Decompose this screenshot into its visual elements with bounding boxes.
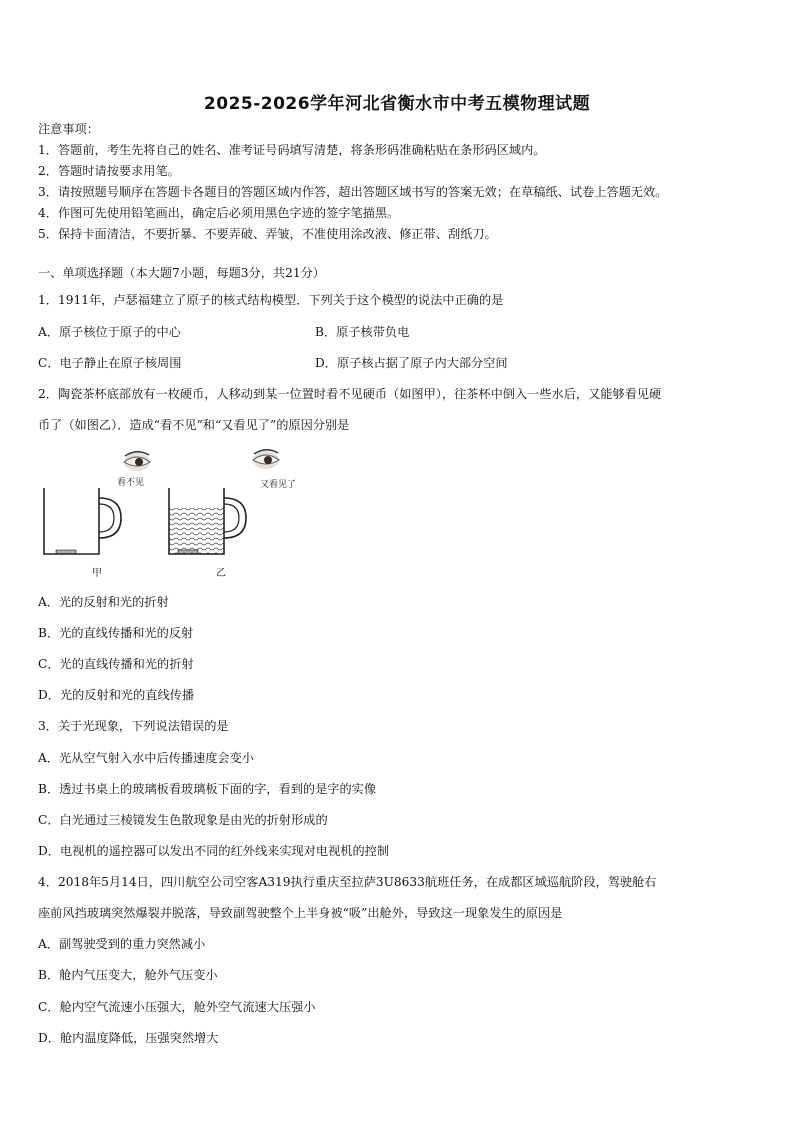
notice-item: 4．作图可先使用铅笔画出，确定后必须用黑色字迹的签字笔描黑。 bbox=[38, 206, 400, 220]
option-b[interactable]: B．舱内气压变大，舱外气压变小 bbox=[38, 968, 218, 982]
option-c[interactable]: C．电子静止在原子核周围 bbox=[38, 356, 182, 370]
figure-caption-left: 甲 bbox=[92, 568, 102, 579]
cup-coin-figure bbox=[38, 446, 308, 586]
cup-left bbox=[44, 488, 121, 554]
question-stem: 座前风挡玻璃突然爆裂并脱落，导致副驾驶整个上半身被“吸”出舱外，导致这一现象发生的原因是 bbox=[38, 906, 563, 920]
notice-heading: 注意事项： bbox=[38, 122, 99, 136]
option-b[interactable]: B．光的直线传播和光的反射 bbox=[38, 626, 194, 640]
option-b[interactable]: B．原子核带负电 bbox=[315, 325, 410, 339]
figure-label-left: 看不见 bbox=[117, 478, 145, 488]
option-d[interactable]: D．原子核占据了原子内大部分空间 bbox=[315, 356, 508, 370]
section-heading: 一、单项选择题（本大题7小题，每题3分，共21分） bbox=[38, 266, 325, 280]
page-title: 2025-2026学年河北省衡水市中考五模物理试题 bbox=[203, 94, 591, 114]
question-stem: 币了（如图乙）．造成“看不见”和“又看见了”的原因分别是 bbox=[38, 418, 350, 432]
eye-icon bbox=[253, 450, 279, 469]
option-d[interactable]: D．电视机的遥控器可以发出不同的红外线来实现对电视机的控制 bbox=[38, 844, 390, 858]
option-a[interactable]: A．原子核位于原子的中心 bbox=[38, 325, 181, 339]
figure-label-right: 又看见了 bbox=[260, 480, 297, 490]
eye-icon bbox=[124, 452, 150, 471]
coin-right bbox=[178, 550, 198, 554]
question-stem: 2．陶瓷茶杯底部放有一枚硬币，人移动到某一位置时看不见硬币（如图甲），往茶杯中倒入一些水后，又能够看见硬 bbox=[38, 387, 662, 401]
cup-right bbox=[169, 488, 246, 554]
option-a[interactable]: A．副驾驶受到的重力突然减小 bbox=[38, 937, 206, 951]
coin-left bbox=[56, 550, 76, 554]
option-c[interactable]: C．舱内空气流速小压强大，舱外空气流速大压强小 bbox=[38, 1000, 316, 1014]
figure-caption-right: 乙 bbox=[216, 568, 226, 579]
question-stem: 4．2018年5月14日，四川航空公司空客A319执行重庆至拉萨3U8633航班任务，在成都区域巡航阶段，驾驶舱右 bbox=[38, 875, 657, 889]
question-stem: 3．关于光现象，下列说法错误的是 bbox=[38, 719, 229, 733]
option-c[interactable]: C．光的直线传播和光的折射 bbox=[38, 657, 194, 671]
option-a[interactable]: A．光从空气射入水中后传播速度会变小 bbox=[38, 751, 254, 765]
water bbox=[169, 508, 224, 554]
option-d[interactable]: D．光的反射和光的直线传播 bbox=[38, 688, 195, 702]
option-d[interactable]: D．舱内温度降低，压强突然增大 bbox=[38, 1031, 219, 1045]
notice-item: 5．保持卡面清洁，不要折暴、不要弄破、弄皱，不准使用涂改液、修正带、刮纸刀。 bbox=[38, 227, 497, 241]
notice-item: 1．答题前，考生先将自己的姓名、准考证号码填写清楚，将条形码准确粘贴在条形码区域内。 bbox=[38, 143, 546, 157]
option-a[interactable]: A．光的反射和光的折射 bbox=[38, 595, 169, 609]
notice-item: 2．答题时请按要求用笔。 bbox=[38, 164, 180, 178]
question-stem: 1．1911年，卢瑟福建立了原子的核式结构模型．下列关于这个模型的说法中正确的是 bbox=[38, 293, 504, 307]
notice-item: 3．请按照题号顺序在答题卡各题目的答题区域内作答，超出答题区域书写的答案无效；在草稿纸、试卷上答题无效。 bbox=[38, 185, 668, 199]
cup-diagram bbox=[38, 446, 308, 586]
option-b[interactable]: B．透过书桌上的玻璃板看玻璃板下面的字，看到的是字的实像 bbox=[38, 782, 377, 796]
option-c[interactable]: C．白光通过三棱镜发生色散现象是由光的折射形成的 bbox=[38, 813, 328, 827]
